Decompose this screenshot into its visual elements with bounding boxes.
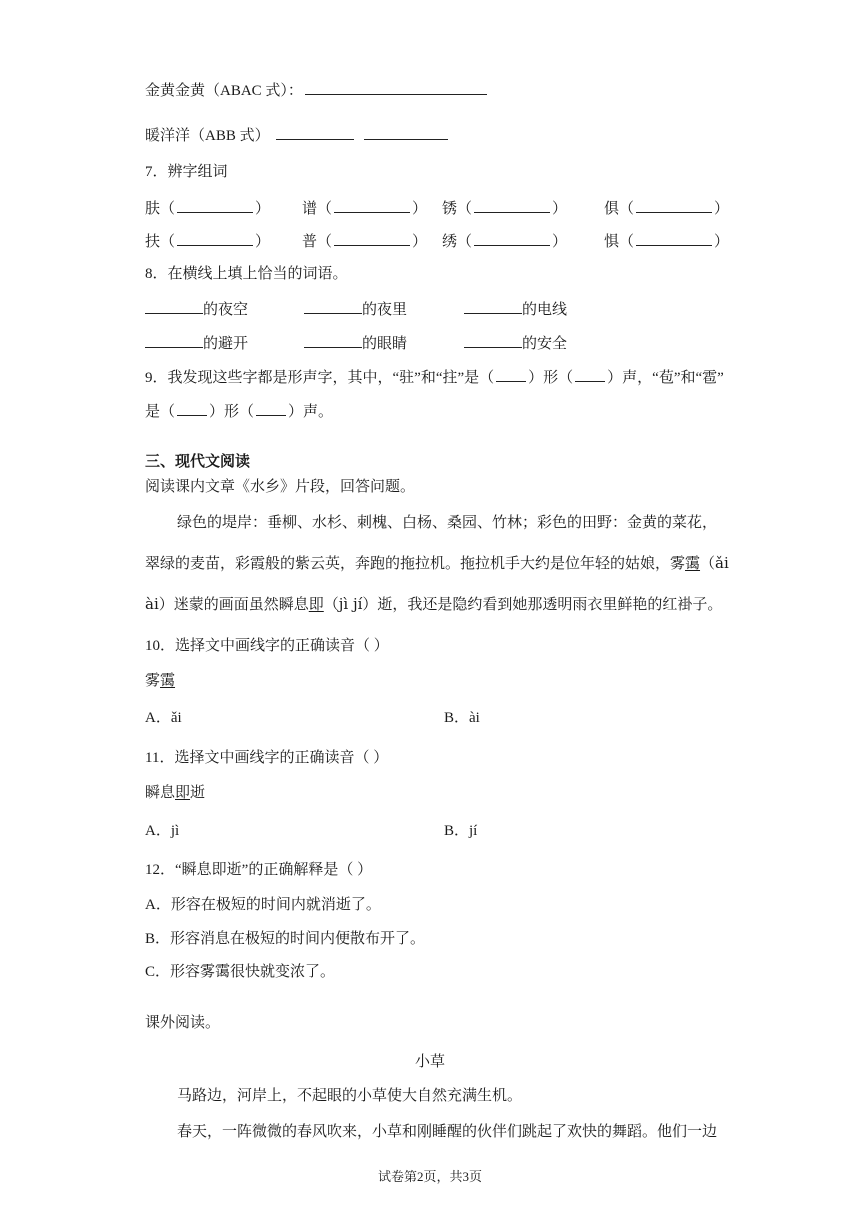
q8-title: 8．在横线上填上恰当的词语。 — [145, 266, 348, 282]
section-title: 三、现代文阅读 — [145, 453, 251, 470]
q6-line2: 暖洋洋（ABB 式） — [145, 124, 450, 146]
q11-option-b[interactable]: B．jí — [444, 823, 478, 839]
answer-blank[interactable] — [177, 197, 253, 213]
answer-blank[interactable] — [145, 298, 203, 314]
q12-option-a[interactable]: A．形容在极短的时间内就消逝了。 — [145, 897, 381, 913]
passage-line: ài）迷蒙的画面虽然瞬息即（jì jí）逝，我还是隐约看到她那透明雨衣里鲜艳的红褂子。 — [145, 595, 723, 613]
q12-option-c[interactable]: C．形容雾霭很快就变浓了。 — [145, 964, 336, 980]
underlined-char: 霭 — [685, 554, 701, 572]
q9-line1: 9．我发现这些字都是形声字，其中，“驻”和“拄”是（ ）形（ ）声，“苞”和“雹” — [145, 366, 724, 388]
q10-option-b[interactable]: B．ài — [444, 710, 480, 726]
q7-cell: 肤（ ） — [145, 197, 270, 219]
q7-title: 7．辨字组词 — [145, 164, 228, 180]
q12-option-b[interactable]: B．形容消息在极短的时间内便散布开了。 — [145, 931, 426, 947]
q8-cell: 的避开 — [145, 332, 248, 354]
section-intro: 阅读课内文章《水乡》片段，回答问题。 — [145, 479, 416, 495]
answer-blank[interactable] — [496, 366, 526, 382]
q9-line2: 是（ ）形（ ）声。 — [145, 400, 333, 422]
q8-cell: 的夜空 — [145, 298, 248, 320]
passage-line: 翠绿的麦苗，彩霞般的紫云英，奔跑的拖拉机。拖拉机手大约是位年轻的姑娘，雾霭（ǎi — [145, 554, 729, 572]
q8-cell: 的电线 — [464, 298, 567, 320]
q11-word: 瞬息即逝 — [145, 785, 206, 801]
answer-blank[interactable] — [464, 298, 522, 314]
q7-cell: 俱（ ） — [604, 197, 729, 219]
q6-line1: 金黄金黄（ABAC 式）： — [145, 79, 489, 101]
passage-line: 绿色的堤岸：垂柳、水杉、刺槐、白杨、桑园、竹林；彩色的田野：金黄的菜花， — [177, 513, 718, 531]
answer-blank[interactable] — [575, 366, 605, 382]
answer-blank[interactable] — [304, 298, 362, 314]
answer-blank[interactable] — [636, 197, 712, 213]
answer-blank[interactable] — [145, 332, 203, 348]
answer-blank[interactable] — [304, 332, 362, 348]
story-paragraph: 春天，一阵微微的春风吹来，小草和刚睡醒的伙伴们跳起了欢快的舞蹈。他们一边 — [177, 1122, 718, 1140]
q8-cell: 的安全 — [464, 332, 567, 354]
q7-cell: 锈（ ） — [442, 197, 567, 219]
answer-blank[interactable] — [177, 230, 253, 246]
answer-blank[interactable] — [464, 332, 522, 348]
page-footer: 试卷第2页，共3页 — [377, 1169, 482, 1184]
answer-blank[interactable] — [177, 400, 207, 416]
answer-blank[interactable] — [334, 197, 410, 213]
story-paragraph: 马路边，河岸上，不起眼的小草使大自然充满生机。 — [177, 1086, 523, 1104]
q7-cell: 谱（ ） — [302, 197, 427, 219]
q10-word: 雾霭 — [145, 673, 176, 689]
story-title: 小草 — [414, 1054, 445, 1070]
answer-blank[interactable] — [334, 230, 410, 246]
answer-blank[interactable] — [474, 197, 550, 213]
answer-blank[interactable] — [256, 400, 286, 416]
q7-cell: 惧（ ） — [604, 230, 729, 252]
q12-stem: 12．“瞬息即逝”的正确解释是（ ） — [145, 862, 373, 878]
q7-cell: 扶（ ） — [145, 230, 270, 252]
answer-blank[interactable] — [276, 124, 354, 140]
q7-cell: 绣（ ） — [442, 230, 567, 252]
q8-cell: 的眼睛 — [304, 332, 407, 354]
q7-cell: 普（ ） — [302, 230, 427, 252]
answer-blank[interactable] — [636, 230, 712, 246]
answer-blank[interactable] — [474, 230, 550, 246]
q11-stem: 11．选择文中画线字的正确读音（ ） — [145, 750, 389, 766]
q11-option-a[interactable]: A．jì — [145, 823, 180, 839]
extra-intro: 课外阅读。 — [145, 1015, 221, 1031]
q10-option-a[interactable]: A．ǎi — [145, 710, 182, 726]
underlined-char: 即 — [308, 595, 324, 613]
q10-stem: 10．选择文中画线字的正确读音（ ） — [145, 638, 389, 654]
answer-blank[interactable] — [305, 79, 487, 95]
q8-cell: 的夜里 — [304, 298, 407, 320]
answer-blank[interactable] — [364, 124, 448, 140]
